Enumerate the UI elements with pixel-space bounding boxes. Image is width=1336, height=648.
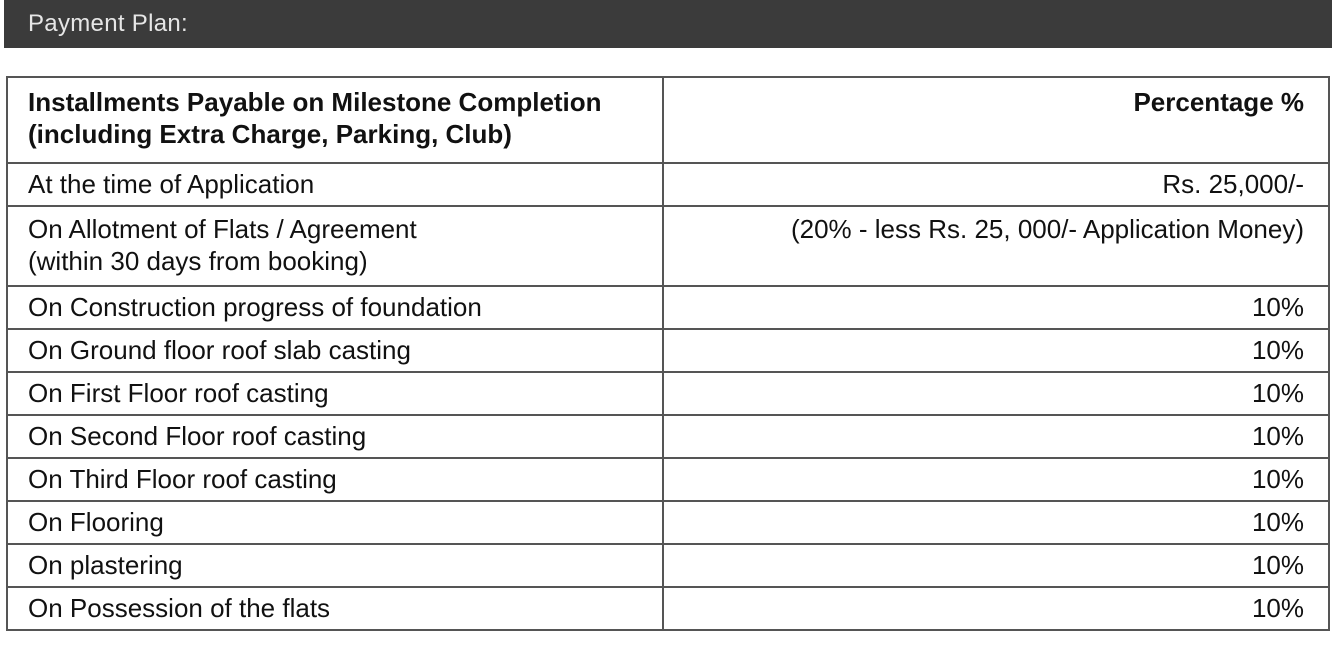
percentage-cell: (20% - less Rs. 25, 000/- Application Money) (663, 206, 1329, 286)
milestone-label: On Ground floor roof slab casting (28, 335, 411, 365)
milestone-label: On Construction progress of foundation (28, 292, 482, 322)
milestone-label: On Flooring (28, 507, 164, 537)
table-row (7, 372, 1329, 415)
percentage-cell: 10% (663, 372, 1329, 415)
milestone-cell (7, 415, 663, 458)
milestone-label: At the time of Application (28, 169, 315, 199)
table-row (7, 163, 1329, 206)
milestone-cell (7, 458, 663, 501)
percentage-cell: Rs. 25,000/- (663, 163, 1329, 206)
column-header-line: Installments Payable on Milestone Completion (28, 87, 602, 117)
milestone-cell (7, 329, 663, 372)
milestone-sublabel: (within 30 days from booking) (28, 246, 368, 276)
payment-plan-table (6, 76, 1330, 631)
milestone-cell (7, 501, 663, 544)
milestone-cell (7, 372, 663, 415)
milestone-cell (7, 286, 663, 329)
table-row (7, 206, 1329, 286)
table-header-row (7, 77, 1329, 163)
payment-plan-header (4, 0, 1332, 48)
table-row (7, 501, 1329, 544)
table-row (7, 544, 1329, 587)
table-row (7, 286, 1329, 329)
milestone-label: On First Floor roof casting (28, 378, 329, 408)
percentage-cell: 10% (663, 587, 1329, 630)
milestone-cell (7, 206, 663, 286)
milestone-label: On Third Floor roof casting (28, 464, 337, 494)
percentage-cell: 10% (663, 329, 1329, 372)
milestone-label: On Possession of the flats (28, 593, 331, 623)
column-header-line: (including Extra Charge, Parking, Club) (28, 119, 512, 149)
percentage-cell: 10% (663, 544, 1329, 587)
milestone-cell (7, 163, 663, 206)
table-row (7, 587, 1329, 630)
percentage-cell: 10% (663, 286, 1329, 329)
milestone-cell (7, 587, 663, 630)
milestone-label: On Allotment of Flats / Agreement (28, 214, 417, 244)
table-row (7, 329, 1329, 372)
percentage-cell: 10% (663, 415, 1329, 458)
percentage-cell: 10% (663, 501, 1329, 544)
milestone-cell (7, 544, 663, 587)
milestone-label: On plastering (28, 550, 183, 580)
column-header-percentage: Percentage % (663, 77, 1329, 163)
page-title: Payment Plan: (28, 10, 188, 37)
table-row (7, 415, 1329, 458)
table-row (7, 458, 1329, 501)
milestone-label: On Second Floor roof casting (28, 421, 367, 451)
percentage-cell: 10% (663, 458, 1329, 501)
column-header-description (7, 77, 663, 163)
